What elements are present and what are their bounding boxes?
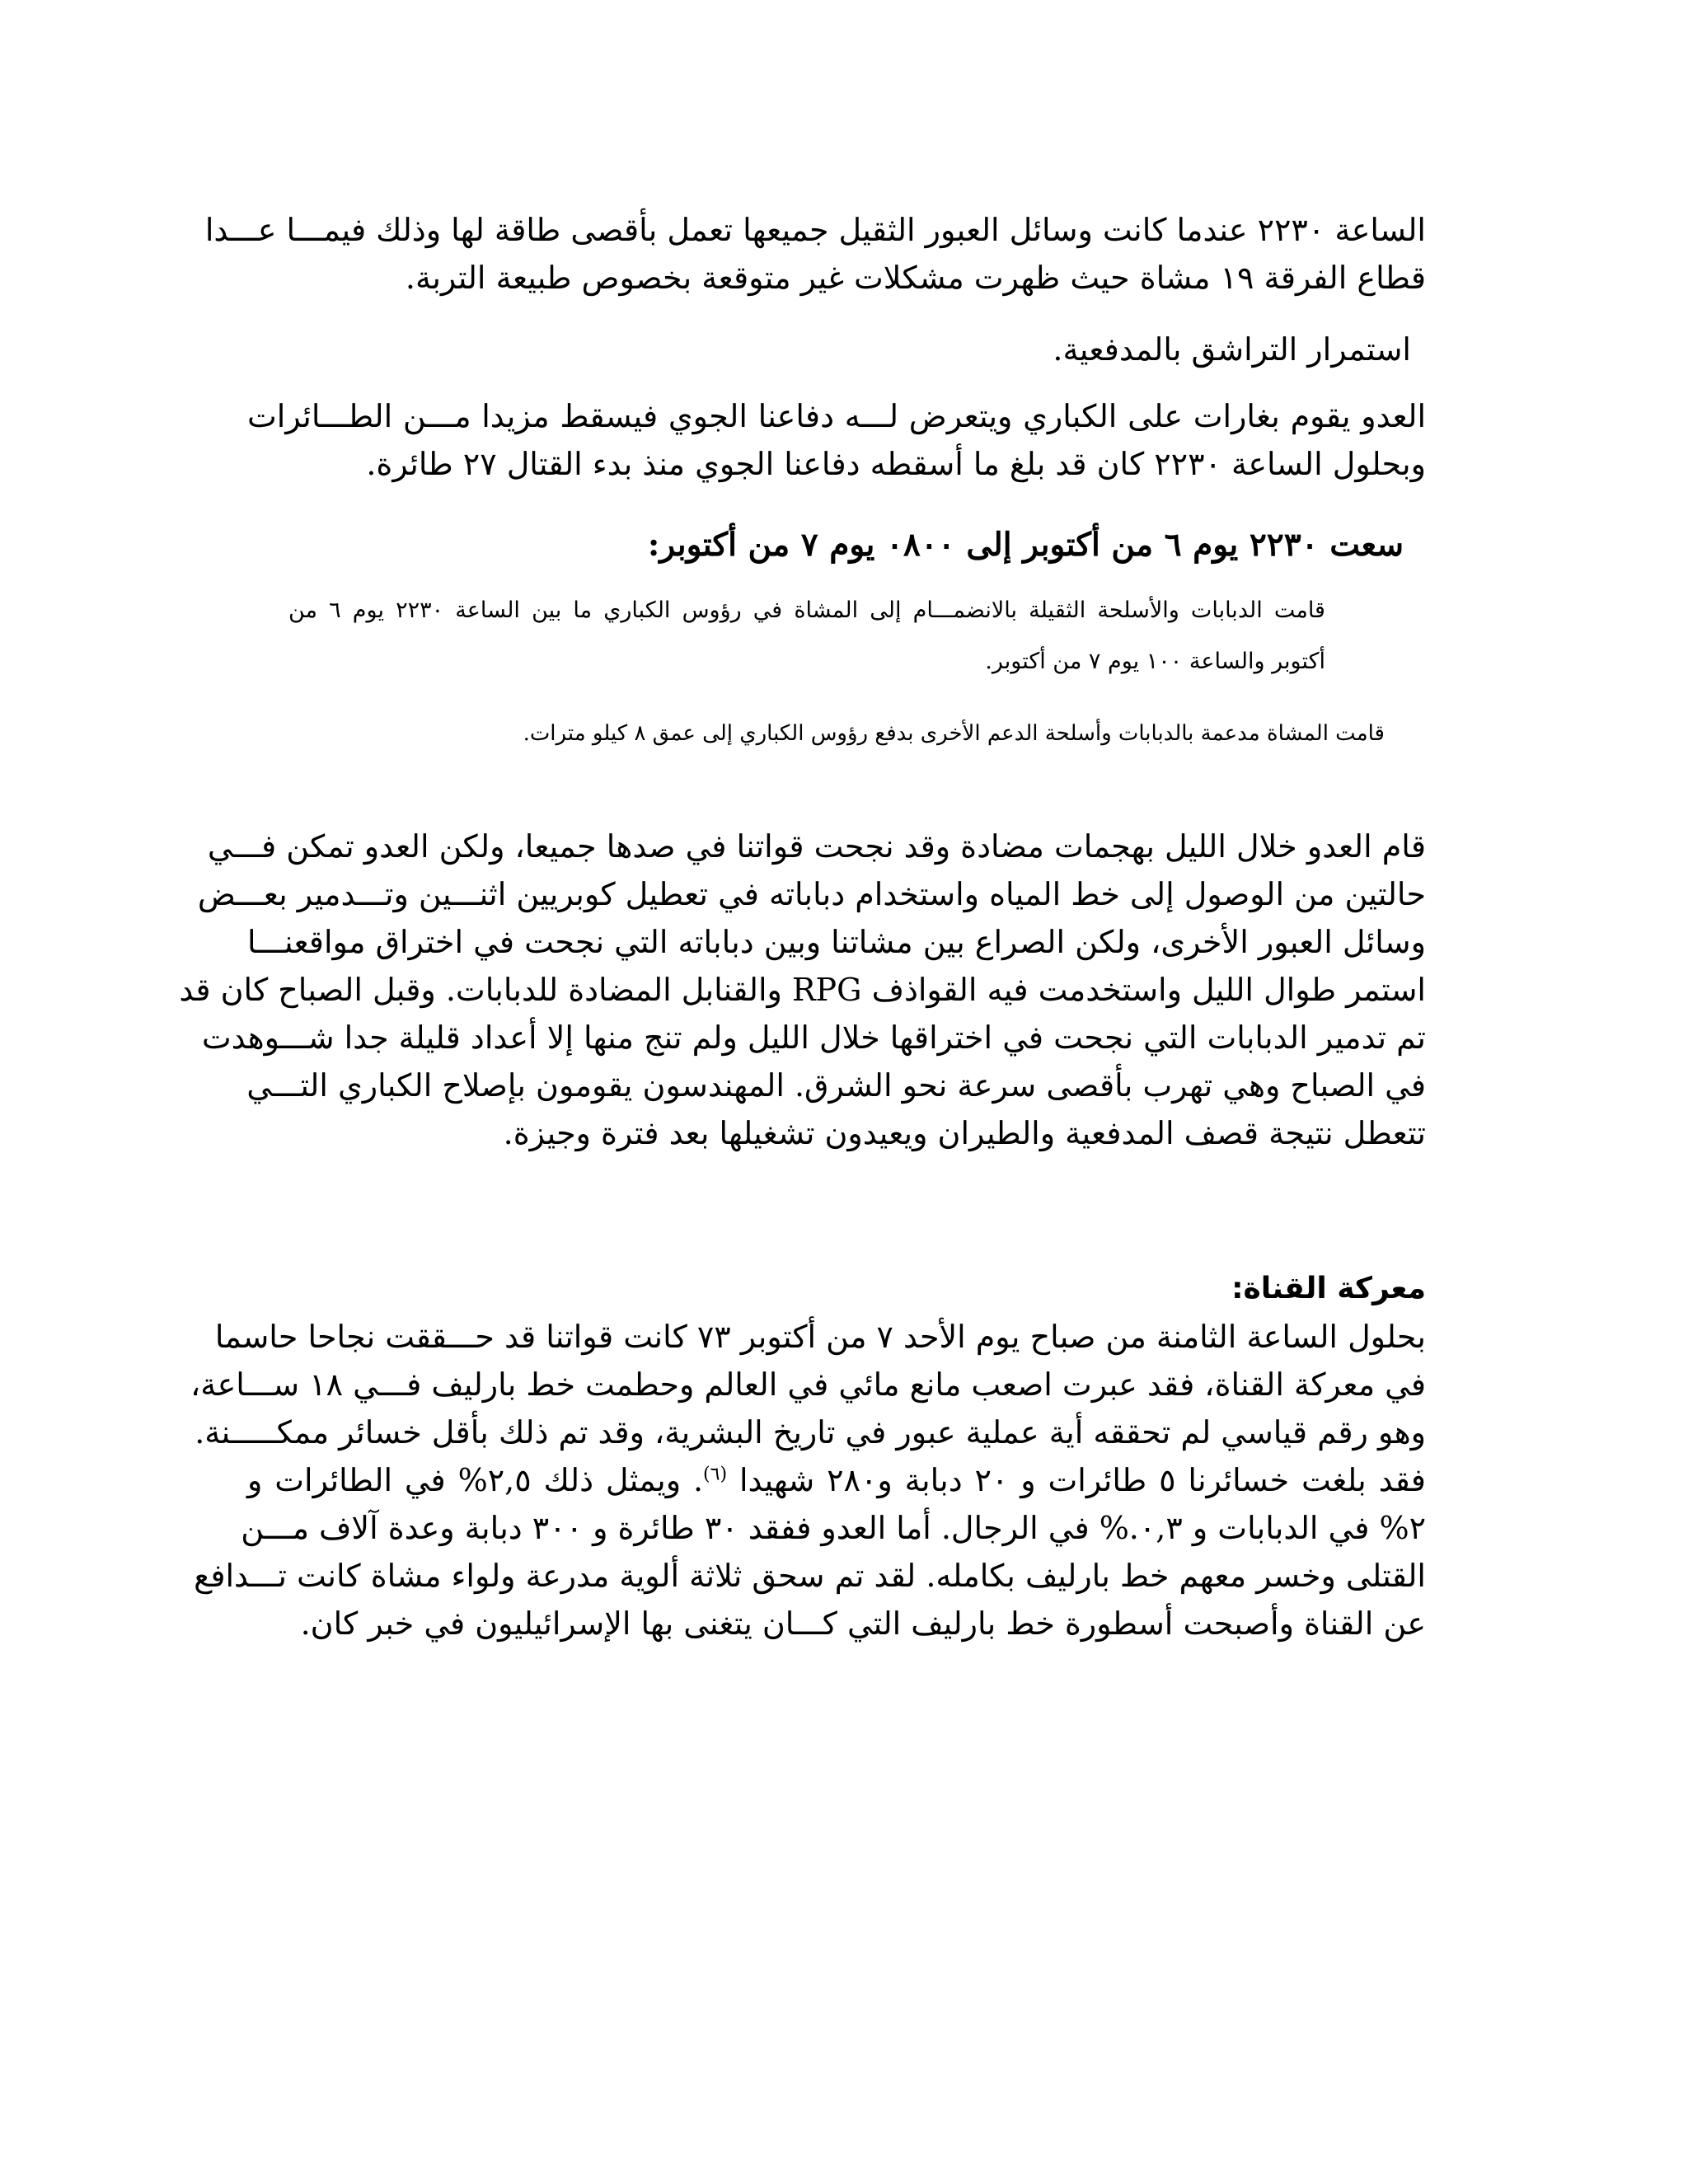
text-line: حالتين من الوصول إلى خط المياه واستخدام دباباته في تعطيل كوبريين اثنـــين وتـــدمير بعـــض (197, 876, 1426, 912)
text-segment: فقد بلغت خسائرنا ٥ طائرات و ٢٠ دبابة و٢٨٠ شهيدا (738, 1462, 1426, 1498)
text-line: أكتوبر والساعة ١٠٠ يوم ٧ من أكتوبر. (985, 649, 1325, 674)
text-line: القتلى وخسر معهم خط بارليف بكامله. لقد تم سحق ثلاثة ألوية مدرعة ولواء مشاة كانت تـــدافع (194, 1558, 1426, 1594)
text-line: ٢% في الدبابات و ٠,٣.% في الرجال. أما العدو ففقد ٣٠ طائرة و ٣٠٠ دبابة وعدة آلاف مـــن (241, 1510, 1426, 1546)
text-line: قامت المشاة مدعمة بالدبابات وأسلحة الدعم الأخرى بدفع رؤوس الكباري إلى عمق ٨ كيلو مترات. (523, 721, 1385, 746)
indented-quote (288, 585, 1325, 687)
small-note (247, 717, 1385, 750)
text-line: استمر طوال الليل واستخدمت فيه القواذف RPG والقنابل المضادة للدبابات. وقبل الصباح كان قد (179, 972, 1426, 1008)
text-line: الساعة ٢٢٣٠ عندما كانت وسائل العبور الثقيل جميعها تعمل بأقصى طاقة لها وذلك فيمـــا عـــدا (204, 212, 1426, 248)
text-line: وسائل العبور الأخرى، ولكن الصراع بين مشاتنا وبين دباباته التي نجحت في اختراق مواقعنـــا (247, 924, 1426, 960)
text-segment: . ويمثل ذلك ٢,٥% في الطائرات و (247, 1462, 704, 1498)
text-line: استمرار التراشق بالمدفعية. (1053, 331, 1411, 368)
text-line: وبحلول الساعة ٢٢٣٠ كان قد بلغ ما أسقطه دفاعنا الجوي منذ بدء القتال ٢٧ طائرة. (366, 446, 1426, 482)
text-line: بحلول الساعة الثامنة من صباح يوم الأحد ٧ من أكتوبر ٧٣ كانت قواتنا قد حـــققت نجاحا حاسما (214, 1319, 1426, 1355)
top-paragraph-1 (204, 206, 1426, 302)
top-paragraph-3 (247, 392, 1426, 488)
text-line: عن القناة وأصبحت أسطورة خط بارليف التي كـــان يتغنى بها الإسرائيليون في خبر كان. (300, 1605, 1426, 1642)
text-line: العدو يقوم بغارات على الكباري ويتعرض لـــه دفاعنا الجوي فيسقط مزيدا مـــن الطـــائرات (247, 398, 1426, 434)
section-heading: سعت ٢٢٣٠ يوم ٦ من أكتوبر إلى ٠٨٠٠ يوم ٧ من أكتوبر: (647, 526, 1404, 564)
main-paragraph-1 (179, 823, 1426, 1157)
top-paragraph-2 (247, 326, 1411, 373)
text-line: في معركة القناة، فقد عبرت اصعب مانع مائي في العالم وحطمت خط بارليف فـــي ١٨ ســـاعة، (190, 1366, 1426, 1403)
text-line: وهو رقم قياسي لم تحققه أية عملية عبور في تاريخ البشرية، وقد تم ذلك بأقل خسائر ممكـــــنة. (195, 1414, 1426, 1451)
section-heading-canal-battle: معركة القناة: (1231, 1272, 1426, 1305)
main-paragraph-2 (190, 1313, 1426, 1647)
footnote-marker: (٦) (703, 1464, 728, 1485)
text-line-with-footnote (247, 1456, 1426, 1504)
text-line: في الصباح وهي تهرب بأقصى سرعة نحو الشرق. المهندسون يقومون بإصلاح الكباري التـــي (246, 1067, 1426, 1104)
text-line: تتعطل نتيجة قصف المدفعية والطيران ويعيدون تشغيلها بعد فترة وجيزة. (503, 1115, 1426, 1151)
text-line: قطاع الفرقة ١٩ مشاة حيث ظهرت مشكلات غير متوقعة بخصوص طبيعة التربة. (405, 260, 1426, 296)
text-line: تم تدمير الدبابات التي نجحت في اختراقها خلال الليل ولم تنج منها إلا أعداد قليلة جدا شـــوهدت (201, 1019, 1426, 1056)
text-line: قامت الدبابات والأسلحة الثقيلة بالانضمـــام إلى المشاة في رؤوس الكباري ما بين الساعة ٢٢٣٠ يوم ٦ من (288, 598, 1325, 623)
text-line: قام العدو خلال الليل بهجمات مضادة وقد نجحت قواتنا في صدها جميعا، ولكن العدو تمكن فـــي (207, 828, 1426, 865)
